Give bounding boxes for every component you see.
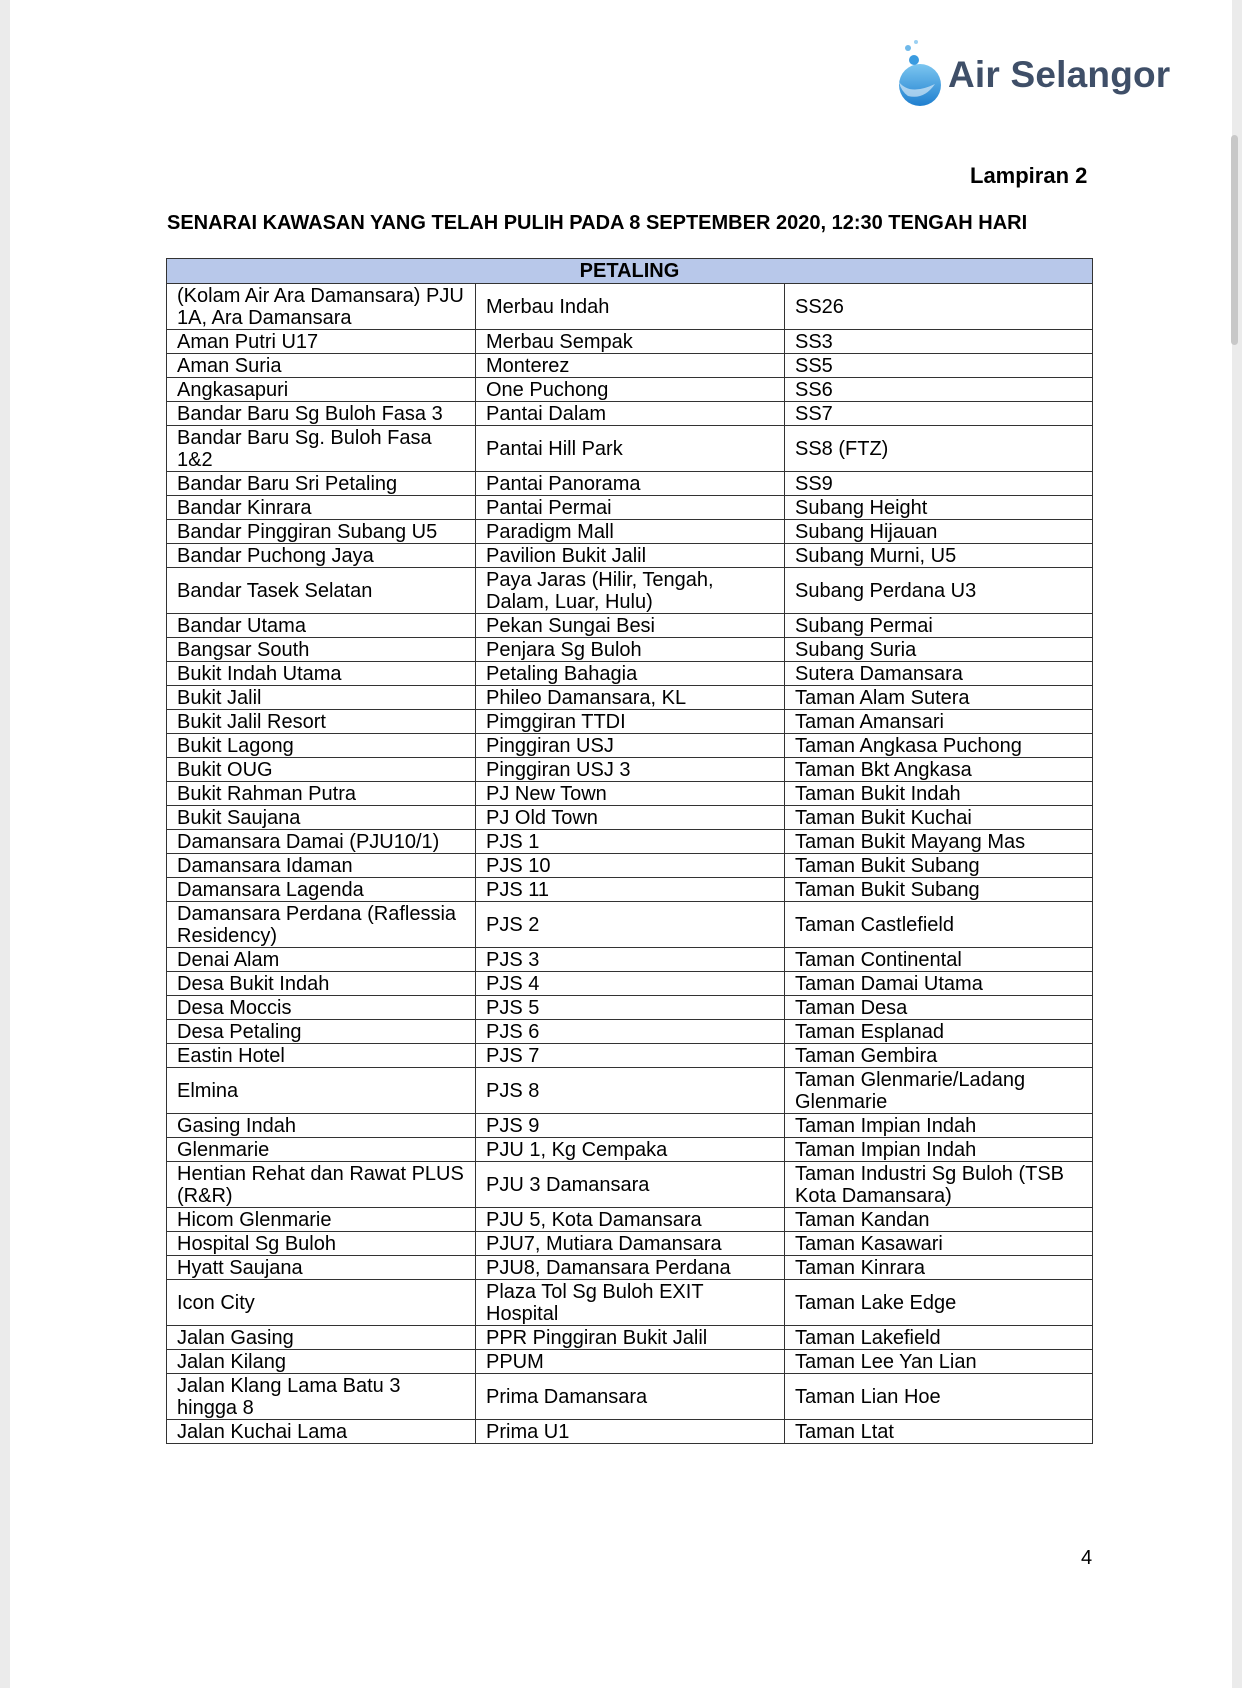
region-header: PETALING bbox=[167, 259, 1093, 284]
area-cell: Subang Permai bbox=[785, 614, 1093, 638]
area-cell: Taman Bukit Subang bbox=[785, 878, 1093, 902]
area-cell: Taman Amansari bbox=[785, 710, 1093, 734]
table-row bbox=[167, 830, 1093, 854]
area-cell: SS7 bbox=[785, 402, 1093, 426]
area-cell: PJS 1 bbox=[476, 830, 785, 854]
area-cell: PJS 6 bbox=[476, 1020, 785, 1044]
table-row bbox=[167, 1068, 1093, 1114]
area-cell: Aman Suria bbox=[167, 354, 476, 378]
table-row bbox=[167, 568, 1093, 614]
area-cell: PJU 1, Kg Cempaka bbox=[476, 1138, 785, 1162]
page-number: 4 bbox=[1081, 1547, 1093, 1569]
area-cell: SS3 bbox=[785, 330, 1093, 354]
area-cell: Jalan Kilang bbox=[167, 1350, 476, 1374]
area-cell: Taman Desa bbox=[785, 996, 1093, 1020]
area-cell: Taman Ltat bbox=[785, 1420, 1093, 1444]
area-cell: Taman Damai Utama bbox=[785, 972, 1093, 996]
area-cell: Damansara Perdana (Raflessia Residency) bbox=[167, 902, 476, 948]
area-cell: Aman Putri U17 bbox=[167, 330, 476, 354]
document-title: SENARAI KAWASAN YANG TELAH PULIH PADA 8 SEPTEMBER 2020, 12:30 TENGAH HARI bbox=[167, 212, 1028, 234]
area-cell: Merbau Sempak bbox=[476, 330, 785, 354]
area-cell: Pinggiran USJ bbox=[476, 734, 785, 758]
area-cell: Taman Impian Indah bbox=[785, 1138, 1093, 1162]
area-cell: Bandar Tasek Selatan bbox=[167, 568, 476, 614]
area-cell: Prima U1 bbox=[476, 1420, 785, 1444]
area-cell: Hyatt Saujana bbox=[167, 1256, 476, 1280]
area-cell: Taman Glenmarie/Ladang Glenmarie bbox=[785, 1068, 1093, 1114]
area-cell: Hentian Rehat dan Rawat PLUS (R&R) bbox=[167, 1162, 476, 1208]
table-row bbox=[167, 496, 1093, 520]
area-cell: Taman Bkt Angkasa bbox=[785, 758, 1093, 782]
area-cell: Taman Bukit Mayang Mas bbox=[785, 830, 1093, 854]
annex-label: Lampiran 2 bbox=[970, 163, 1088, 188]
area-cell: Elmina bbox=[167, 1068, 476, 1114]
table-row bbox=[167, 472, 1093, 496]
table-row bbox=[167, 544, 1093, 568]
area-cell: Icon City bbox=[167, 1280, 476, 1326]
area-cell: Subang Suria bbox=[785, 638, 1093, 662]
area-cell: Bandar Baru Sg Buloh Fasa 3 bbox=[167, 402, 476, 426]
area-cell: SS6 bbox=[785, 378, 1093, 402]
area-cell: PJS 8 bbox=[476, 1068, 785, 1114]
document-page bbox=[10, 0, 1232, 1688]
area-cell: Taman Esplanad bbox=[785, 1020, 1093, 1044]
area-cell: Sutera Damansara bbox=[785, 662, 1093, 686]
area-cell: Damansara Lagenda bbox=[167, 878, 476, 902]
area-cell: Pantai Dalam bbox=[476, 402, 785, 426]
table-row bbox=[167, 1280, 1093, 1326]
area-cell: Taman Impian Indah bbox=[785, 1114, 1093, 1138]
area-cell: PJS 2 bbox=[476, 902, 785, 948]
restored-areas-table bbox=[166, 258, 1093, 1444]
area-cell: Taman Lee Yan Lian bbox=[785, 1350, 1093, 1374]
area-cell: Plaza Tol Sg Buloh EXIT Hospital bbox=[476, 1280, 785, 1326]
area-cell: Bukit Lagong bbox=[167, 734, 476, 758]
water-drop-logo-icon bbox=[880, 38, 950, 108]
area-cell: Bukit Indah Utama bbox=[167, 662, 476, 686]
area-cell: Bukit Jalil bbox=[167, 686, 476, 710]
area-cell: Taman Kandan bbox=[785, 1208, 1093, 1232]
table-row bbox=[167, 284, 1093, 330]
area-cell: Monterez bbox=[476, 354, 785, 378]
area-cell: Bandar Puchong Jaya bbox=[167, 544, 476, 568]
area-cell: PJU7, Mutiara Damansara bbox=[476, 1232, 785, 1256]
area-cell: Taman Bukit Indah bbox=[785, 782, 1093, 806]
area-cell: Pinggiran USJ 3 bbox=[476, 758, 785, 782]
area-cell: Merbau Indah bbox=[476, 284, 785, 330]
table-row bbox=[167, 662, 1093, 686]
area-cell: Glenmarie bbox=[167, 1138, 476, 1162]
area-cell: PJS 10 bbox=[476, 854, 785, 878]
area-cell: SS5 bbox=[785, 354, 1093, 378]
area-cell: (Kolam Air Ara Damansara) PJU 1A, Ara Damansara bbox=[167, 284, 476, 330]
area-cell: PJS 4 bbox=[476, 972, 785, 996]
area-cell: Pantai Panorama bbox=[476, 472, 785, 496]
table-row bbox=[167, 806, 1093, 830]
table-row bbox=[167, 782, 1093, 806]
area-cell: Penjara Sg Buloh bbox=[476, 638, 785, 662]
table-row bbox=[167, 1420, 1093, 1444]
table-row bbox=[167, 902, 1093, 948]
table-row bbox=[167, 426, 1093, 472]
area-cell: Jalan Klang Lama Batu 3 hingga 8 bbox=[167, 1374, 476, 1420]
area-cell: Bandar Pinggiran Subang U5 bbox=[167, 520, 476, 544]
area-cell: Pekan Sungai Besi bbox=[476, 614, 785, 638]
area-cell: PPUM bbox=[476, 1350, 785, 1374]
area-cell: Hicom Glenmarie bbox=[167, 1208, 476, 1232]
area-cell: Subang Perdana U3 bbox=[785, 568, 1093, 614]
table-row bbox=[167, 330, 1093, 354]
table-row bbox=[167, 948, 1093, 972]
table-body bbox=[167, 284, 1093, 1444]
logo-text: Air Selangor bbox=[948, 54, 1171, 95]
table-row bbox=[167, 1208, 1093, 1232]
area-cell: Bandar Baru Sri Petaling bbox=[167, 472, 476, 496]
area-cell: PJU 5, Kota Damansara bbox=[476, 1208, 785, 1232]
table-row bbox=[167, 710, 1093, 734]
area-cell: One Puchong bbox=[476, 378, 785, 402]
area-cell: Pimggiran TTDI bbox=[476, 710, 785, 734]
table-row bbox=[167, 1162, 1093, 1208]
area-cell: Taman Continental bbox=[785, 948, 1093, 972]
area-cell: Subang Height bbox=[785, 496, 1093, 520]
area-cell: SS9 bbox=[785, 472, 1093, 496]
area-cell: Pavilion Bukit Jalil bbox=[476, 544, 785, 568]
area-cell: Jalan Gasing bbox=[167, 1326, 476, 1350]
air-selangor-logo bbox=[880, 38, 1190, 108]
area-cell: Taman Bukit Subang bbox=[785, 854, 1093, 878]
area-cell: Denai Alam bbox=[167, 948, 476, 972]
area-cell: Jalan Kuchai Lama bbox=[167, 1420, 476, 1444]
area-cell: PJ New Town bbox=[476, 782, 785, 806]
area-cell: Paradigm Mall bbox=[476, 520, 785, 544]
area-cell: Taman Castlefield bbox=[785, 902, 1093, 948]
area-cell: Pantai Hill Park bbox=[476, 426, 785, 472]
table-row bbox=[167, 734, 1093, 758]
area-cell: Taman Kasawari bbox=[785, 1232, 1093, 1256]
table-row bbox=[167, 1256, 1093, 1280]
table-row bbox=[167, 1374, 1093, 1420]
area-cell: Taman Kinrara bbox=[785, 1256, 1093, 1280]
area-cell: Subang Hijauan bbox=[785, 520, 1093, 544]
table-row bbox=[167, 378, 1093, 402]
area-cell: Taman Bukit Kuchai bbox=[785, 806, 1093, 830]
table-row bbox=[167, 1326, 1093, 1350]
area-cell: PJU 3 Damansara bbox=[476, 1162, 785, 1208]
area-cell: Taman Gembira bbox=[785, 1044, 1093, 1068]
area-cell: Desa Petaling bbox=[167, 1020, 476, 1044]
area-cell: PJ Old Town bbox=[476, 806, 785, 830]
vertical-scrollbar[interactable] bbox=[1231, 135, 1238, 345]
area-cell: PJS 11 bbox=[476, 878, 785, 902]
table-row bbox=[167, 1020, 1093, 1044]
area-cell: Desa Moccis bbox=[167, 996, 476, 1020]
area-cell: Hospital Sg Buloh bbox=[167, 1232, 476, 1256]
table-row bbox=[167, 972, 1093, 996]
area-cell: Bandar Baru Sg. Buloh Fasa 1&2 bbox=[167, 426, 476, 472]
area-cell: Paya Jaras (Hilir, Tengah, Dalam, Luar, Hulu) bbox=[476, 568, 785, 614]
area-cell: Bangsar South bbox=[167, 638, 476, 662]
area-cell: PPR Pinggiran Bukit Jalil bbox=[476, 1326, 785, 1350]
table-row bbox=[167, 354, 1093, 378]
area-cell: Taman Industri Sg Buloh (TSB Kota Damansara) bbox=[785, 1162, 1093, 1208]
area-cell: Angkasapuri bbox=[167, 378, 476, 402]
area-cell: Taman Lian Hoe bbox=[785, 1374, 1093, 1420]
table-row bbox=[167, 638, 1093, 662]
area-cell: SS26 bbox=[785, 284, 1093, 330]
area-cell: Bandar Kinrara bbox=[167, 496, 476, 520]
area-cell: Taman Lake Edge bbox=[785, 1280, 1093, 1326]
table-row bbox=[167, 614, 1093, 638]
table-row bbox=[167, 1114, 1093, 1138]
table-row bbox=[167, 1350, 1093, 1374]
table-row bbox=[167, 1138, 1093, 1162]
area-cell: Prima Damansara bbox=[476, 1374, 785, 1420]
area-cell: PJS 9 bbox=[476, 1114, 785, 1138]
area-cell: Pantai Permai bbox=[476, 496, 785, 520]
table-row bbox=[167, 878, 1093, 902]
area-cell: Bukit Jalil Resort bbox=[167, 710, 476, 734]
area-cell: SS8 (FTZ) bbox=[785, 426, 1093, 472]
table-row bbox=[167, 854, 1093, 878]
area-cell: Taman Alam Sutera bbox=[785, 686, 1093, 710]
area-cell: Bandar Utama bbox=[167, 614, 476, 638]
table-row bbox=[167, 402, 1093, 426]
area-cell: PJU8, Damansara Perdana bbox=[476, 1256, 785, 1280]
area-cell: Bukit Saujana bbox=[167, 806, 476, 830]
area-cell: Petaling Bahagia bbox=[476, 662, 785, 686]
table-row bbox=[167, 686, 1093, 710]
area-cell: PJS 3 bbox=[476, 948, 785, 972]
area-cell: Taman Angkasa Puchong bbox=[785, 734, 1093, 758]
area-cell: Bukit OUG bbox=[167, 758, 476, 782]
table-row bbox=[167, 1044, 1093, 1068]
area-cell: Phileo Damansara, KL bbox=[476, 686, 785, 710]
area-cell: Damansara Damai (PJU10/1) bbox=[167, 830, 476, 854]
table-row bbox=[167, 996, 1093, 1020]
table-row bbox=[167, 1232, 1093, 1256]
area-cell: PJS 5 bbox=[476, 996, 785, 1020]
area-cell: Desa Bukit Indah bbox=[167, 972, 476, 996]
table-row bbox=[167, 520, 1093, 544]
area-cell: Subang Murni, U5 bbox=[785, 544, 1093, 568]
area-cell: Gasing Indah bbox=[167, 1114, 476, 1138]
area-cell: PJS 7 bbox=[476, 1044, 785, 1068]
area-cell: Eastin Hotel bbox=[167, 1044, 476, 1068]
area-cell: Taman Lakefield bbox=[785, 1326, 1093, 1350]
table-row bbox=[167, 758, 1093, 782]
area-cell: Damansara Idaman bbox=[167, 854, 476, 878]
area-cell: Bukit Rahman Putra bbox=[167, 782, 476, 806]
